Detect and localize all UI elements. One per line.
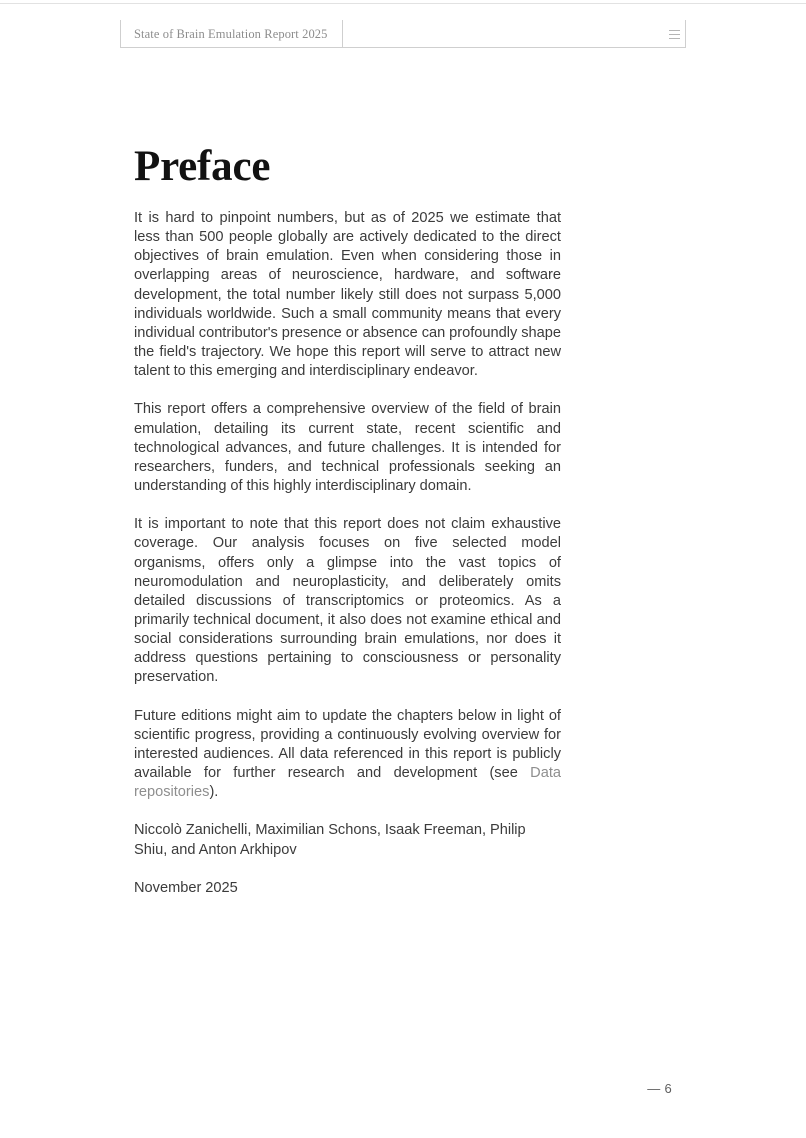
paragraph-3: It is important to note that this report does not claim exhaustive coverage. Our analysis focuses on five selected model organisms, offers only a glimpse into the vast topics of neuromodulation and neuroplasticity, and deliberately omits detailed discussions of transcriptomics or proteomics. As a primarily technical document, it also does not examine ethical and social considerations surrounding brain emulations, nor does it address questions pertaining to consciousness or personality preservation. <box>134 516 561 686</box>
paragraph-4-text-before-link: Future editions might aim to update the chapters below in light of scientific progress, providing a continuously evolving overview for interested audiences. All data referenced in this report is publicly available for further research and development (see <box>134 707 561 782</box>
page-number-footer: — 6 <box>647 1081 672 1096</box>
authors-line: Niccolò Zanichelli, Maximilian Schons, Isaak Freeman, Philip Shiu, and Anton Arkhipov <box>134 822 526 858</box>
page-content <box>134 143 561 898</box>
paragraph-4 <box>134 707 561 803</box>
paragraph-2: This report offers a comprehensive overview of the field of brain emulation, detailing its current state, recent scientific and technological advances, and future challenges. It is intended for researchers, funders, and technical professionals seeking an understanding of this highly interdisciplinary domain. <box>134 401 561 495</box>
data-repositories-link[interactable]: Data repositories <box>134 765 561 801</box>
paragraph-4-text-after-link: ). <box>209 784 219 801</box>
publication-date: November 2025 <box>134 879 238 896</box>
page-title: Preface <box>134 143 271 190</box>
paragraph-1: It is hard to pinpoint numbers, but as of 2025 we estimate that less than 500 people globally are actively dedicated to the direct objectives of brain emulation. Even when considering those in overlapping areas of neuroscience, hardware, and software development, the total number likely still does not surpass 5,000 individuals worldwide. Such a small community means that every individual contributor's presence or absence can profoundly shape the field's trajectory. We hope this report will serve to attract new talent to this emerging and interdisciplinary endeavor. <box>134 210 561 380</box>
document-tab-label: State of Brain Emulation Report 2025 <box>134 26 328 41</box>
